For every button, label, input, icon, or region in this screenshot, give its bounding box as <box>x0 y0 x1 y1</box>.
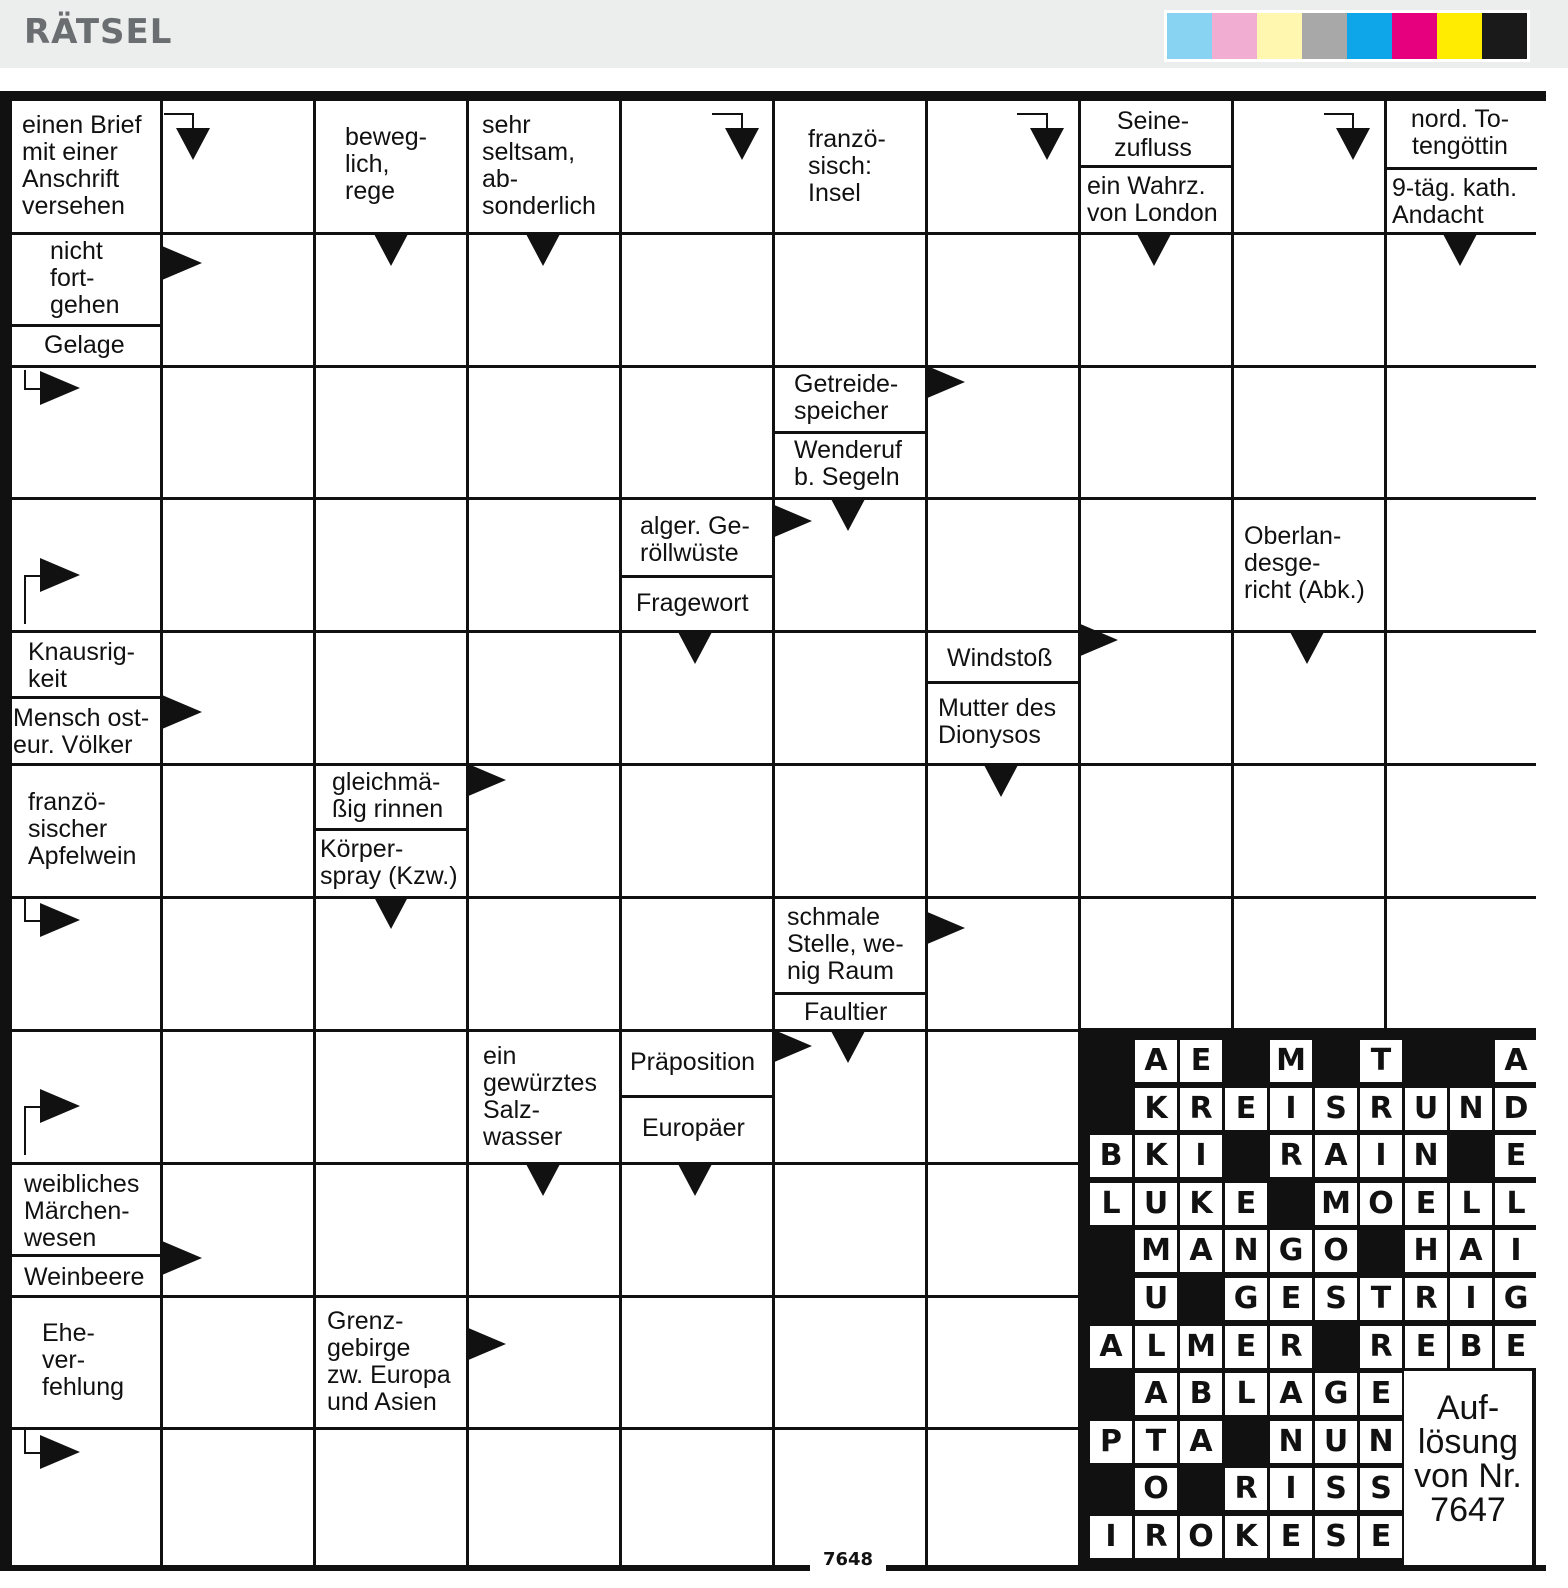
arrow-right-icon <box>162 695 202 729</box>
solution-block <box>1090 1468 1132 1510</box>
solution-block <box>1090 1373 1132 1415</box>
clue-text: Windstoß <box>947 644 1053 672</box>
solution-letter: M <box>1180 1326 1222 1368</box>
arrow-right-icon <box>772 1029 812 1063</box>
solution-letter: U <box>1135 1183 1177 1225</box>
arrow-right-icon <box>1078 623 1118 657</box>
clue-divider <box>772 992 925 995</box>
color-swatch <box>1302 13 1347 59</box>
solution-letter: E <box>1495 1135 1537 1177</box>
solution-letter: L <box>1225 1373 1267 1415</box>
solution-letter: H <box>1405 1230 1447 1272</box>
arrow-down-icon <box>678 1164 712 1196</box>
arrow-down-icon <box>678 632 712 664</box>
solution-letter: I <box>1180 1135 1222 1177</box>
clue-text: alger. Ge- röllwüste <box>640 512 750 567</box>
color-swatch <box>1482 13 1527 59</box>
solution-letter: G <box>1225 1278 1267 1320</box>
solution-letter: I <box>1495 1230 1537 1272</box>
clue-text: beweg- lich, rege <box>345 123 427 205</box>
solution-letter: B <box>1180 1373 1222 1415</box>
solution-letter: K <box>1180 1183 1222 1225</box>
solution-letter: E <box>1360 1516 1402 1558</box>
clue-divider <box>619 575 772 578</box>
arrow-right-icon <box>466 763 506 797</box>
arrow-right-icon <box>466 1327 506 1361</box>
grid-frame-left <box>0 91 10 1571</box>
clue-text: Europäer <box>642 1114 745 1142</box>
solution-letter: L <box>1450 1183 1492 1225</box>
header-bar <box>0 0 1568 68</box>
solution-letter: G <box>1315 1373 1357 1415</box>
solution-letter: A <box>1270 1373 1312 1415</box>
clue-text: sehr seltsam, ab- sonderlich <box>482 111 596 220</box>
arrow-down-icon <box>1290 632 1324 664</box>
arrow-down-icon <box>831 499 865 531</box>
solution-letter: R <box>1225 1468 1267 1510</box>
arrow-right-icon <box>40 903 80 937</box>
arrow-down-icon <box>725 128 759 160</box>
clue-divider <box>10 1254 163 1257</box>
clue-text: weibliches Märchen- wesen <box>24 1170 140 1252</box>
solution-block <box>1225 1421 1267 1463</box>
grid-line <box>160 101 163 1565</box>
solution-letter: U <box>1135 1278 1177 1320</box>
solution-block <box>1180 1278 1222 1320</box>
solution-block <box>1315 1326 1357 1368</box>
color-swatch <box>1212 13 1257 59</box>
grid-line <box>772 101 775 1565</box>
solution-caption <box>1404 1371 1532 1565</box>
clue-text: Grenz- gebirge zw. Europa und Asien <box>327 1307 451 1416</box>
solution-letter: E <box>1405 1183 1447 1225</box>
clue-text: Knausrig- keit <box>28 638 135 693</box>
solution-letter: L <box>1495 1183 1537 1225</box>
arrow-down-icon <box>984 765 1018 797</box>
solution-block <box>1090 1230 1132 1272</box>
arrow-down-icon <box>526 1164 560 1196</box>
clue-text: ein gewürztes Salz- wasser <box>483 1042 597 1151</box>
solution-letter: U <box>1315 1421 1357 1463</box>
clue-divider <box>313 828 466 831</box>
clue-text: Seine- zufluss <box>1114 107 1192 162</box>
solution-block <box>1450 1135 1492 1177</box>
grid-line <box>10 896 1536 899</box>
solution-letter: M <box>1135 1230 1177 1272</box>
solution-letter: E <box>1270 1516 1312 1558</box>
arrow-down-icon <box>526 234 560 266</box>
solution-letter: S <box>1315 1516 1357 1558</box>
solution-letter: I <box>1090 1516 1132 1558</box>
clue-text: Weinbeere <box>24 1263 145 1291</box>
clue-text: Ehe- ver- fehlung <box>42 1319 125 1401</box>
arrow-right-icon <box>40 1435 80 1469</box>
solution-letter: R <box>1135 1516 1177 1558</box>
solution-block <box>1405 1040 1447 1082</box>
clue-text: 9-täg. kath. Andacht <box>1392 174 1518 229</box>
solution-letter: A <box>1090 1326 1132 1368</box>
solution-letter: O <box>1315 1230 1357 1272</box>
color-swatch <box>1347 13 1392 59</box>
solution-letter: N <box>1225 1230 1267 1272</box>
solution-block <box>1315 1040 1357 1082</box>
grid-line <box>925 101 928 1565</box>
solution-letter: A <box>1450 1230 1492 1272</box>
arrow-down-icon <box>374 234 408 266</box>
solution-letter: G <box>1270 1230 1312 1272</box>
solution-letter: U <box>1405 1088 1447 1130</box>
arrow-right-icon <box>40 371 80 405</box>
solution-letter: A <box>1495 1040 1537 1082</box>
solution-letter: E <box>1405 1326 1447 1368</box>
solution-letter: K <box>1135 1088 1177 1130</box>
solution-letter: R <box>1270 1326 1312 1368</box>
arrow-right-icon <box>40 1089 80 1123</box>
solution-letter: N <box>1270 1421 1312 1463</box>
clue-divider <box>1078 165 1231 168</box>
grid-line <box>10 365 1536 368</box>
solution-letter: A <box>1180 1230 1222 1272</box>
solution-letter: K <box>1225 1516 1267 1558</box>
puzzle-number: 7648 <box>810 1548 886 1572</box>
clue-text: Mensch ost- eur. Völker <box>13 704 150 759</box>
solution-block <box>1450 1040 1492 1082</box>
solution-letter: N <box>1450 1088 1492 1130</box>
solution-letter: R <box>1270 1135 1312 1177</box>
clue-text: ein Wahrz. von London <box>1087 172 1218 227</box>
solution-block <box>1180 1468 1222 1510</box>
clue-text: schmale Stelle, we- nig Raum <box>787 903 904 985</box>
solution-letter: I <box>1450 1278 1492 1320</box>
solution-letter: E <box>1495 1326 1537 1368</box>
arrow-right-icon <box>162 246 202 280</box>
solution-letter: M <box>1315 1183 1357 1225</box>
solution-letter: N <box>1360 1421 1402 1463</box>
solution-letter: A <box>1315 1135 1357 1177</box>
clue-text: einen Brief mit einer Anschrift versehen <box>22 111 142 220</box>
solution-letter: E <box>1270 1278 1312 1320</box>
clue-divider <box>10 324 163 327</box>
clue-text: Faultier <box>804 998 888 1026</box>
solution-letter: E <box>1360 1373 1402 1415</box>
grid-frame-bottom <box>0 1565 1546 1571</box>
solution-letter: R <box>1405 1278 1447 1320</box>
clue-text: Gelage <box>44 331 125 359</box>
clue-text: Wenderuf b. Segeln <box>794 436 902 491</box>
solution-block <box>1090 1278 1132 1320</box>
solution-block <box>1270 1183 1312 1225</box>
solution-letter: A <box>1135 1040 1177 1082</box>
solution-caption-text: Auf- lösung von Nr. 7647 <box>1414 1389 1522 1529</box>
clue-text: Körper- spray (Kzw.) <box>320 835 458 890</box>
clue-text: nord. To- tengöttin <box>1410 105 1510 160</box>
clue-divider <box>10 696 163 699</box>
arrow-right-icon <box>925 911 965 945</box>
solution-letter: L <box>1135 1326 1177 1368</box>
solution-letter: E <box>1225 1183 1267 1225</box>
arrow-right-icon <box>925 365 965 399</box>
solution-letter: S <box>1315 1088 1357 1130</box>
solution-block <box>1090 1040 1132 1082</box>
solution-block <box>1225 1135 1267 1177</box>
solution-block <box>1090 1088 1132 1130</box>
clue-divider <box>925 681 1078 684</box>
clue-text: nicht fort- gehen <box>50 237 120 319</box>
solution-letter: O <box>1180 1516 1222 1558</box>
solution-letter: R <box>1180 1088 1222 1130</box>
arrow-right-icon <box>40 558 80 592</box>
solution-letter: O <box>1135 1468 1177 1510</box>
arrow-down-icon <box>176 128 210 160</box>
solution-letter: O <box>1360 1183 1402 1225</box>
grid-frame-top <box>0 91 1546 101</box>
solution-letter: T <box>1360 1278 1402 1320</box>
color-swatch <box>1392 13 1437 59</box>
arrow-right-icon <box>162 1241 202 1275</box>
color-swatch <box>1257 13 1302 59</box>
color-swatch <box>1437 13 1482 59</box>
solution-letter: S <box>1315 1278 1357 1320</box>
grid-line <box>10 232 1536 235</box>
solution-letter: A <box>1135 1373 1177 1415</box>
solution-letter: E <box>1180 1040 1222 1082</box>
solution-letter: D <box>1495 1088 1537 1130</box>
clue-divider <box>1384 167 1537 170</box>
solution-letter: B <box>1450 1326 1492 1368</box>
clue-text: franzö- sischer Apfelwein <box>28 788 137 870</box>
arrow-down-icon <box>1336 128 1370 160</box>
solution-letter: E <box>1225 1088 1267 1130</box>
clue-text: Mutter des Dionysos <box>938 694 1057 749</box>
arrow-down-icon <box>1030 128 1064 160</box>
solution-letter: G <box>1495 1278 1537 1320</box>
solution-letter: A <box>1180 1421 1222 1463</box>
solution-letter: I <box>1270 1088 1312 1130</box>
arrow-right-icon <box>772 504 812 538</box>
clue-text: Fragewort <box>636 589 749 617</box>
arrow-down-icon <box>831 1031 865 1063</box>
solution-letter: T <box>1360 1040 1402 1082</box>
solution-letter: T <box>1135 1421 1177 1463</box>
clue-text: Oberlan- desge- richt (Abk.) <box>1244 522 1365 604</box>
solution-letter: K <box>1135 1135 1177 1177</box>
solution-letter: E <box>1225 1326 1267 1368</box>
solution-block <box>1225 1040 1267 1082</box>
clue-text: Präposition <box>630 1048 756 1076</box>
clue-text: Getreide- speicher <box>794 370 899 425</box>
solution-block <box>1360 1230 1402 1272</box>
solution-letter: I <box>1360 1135 1402 1177</box>
arrow-down-icon <box>1443 234 1477 266</box>
clue-text: gleichmä- ßig rinnen <box>332 768 444 823</box>
grid-line <box>10 497 1536 500</box>
clue-divider <box>619 1095 772 1098</box>
solution-letter: B <box>1090 1135 1132 1177</box>
color-swatch <box>1167 13 1212 59</box>
grid-line <box>619 101 622 1565</box>
arrow-down-icon <box>1137 234 1171 266</box>
solution-letter: P <box>1090 1421 1132 1463</box>
grid-line <box>313 101 316 1565</box>
solution-letter: S <box>1360 1468 1402 1510</box>
color-calibration-strip <box>1164 10 1530 62</box>
solution-letter: M <box>1270 1040 1312 1082</box>
clue-divider <box>772 431 925 434</box>
solution-letter: L <box>1090 1183 1132 1225</box>
grid-line <box>10 763 1536 766</box>
solution-letter: R <box>1360 1326 1402 1368</box>
arrow-down-icon <box>374 897 408 929</box>
solution-letter: S <box>1315 1468 1357 1510</box>
solution-letter: R <box>1360 1088 1402 1130</box>
clue-text: franzö- sisch: Insel <box>808 125 886 207</box>
page-title: RÄTSEL <box>24 12 173 52</box>
solution-letter: N <box>1405 1135 1447 1177</box>
solution-letter: I <box>1270 1468 1312 1510</box>
